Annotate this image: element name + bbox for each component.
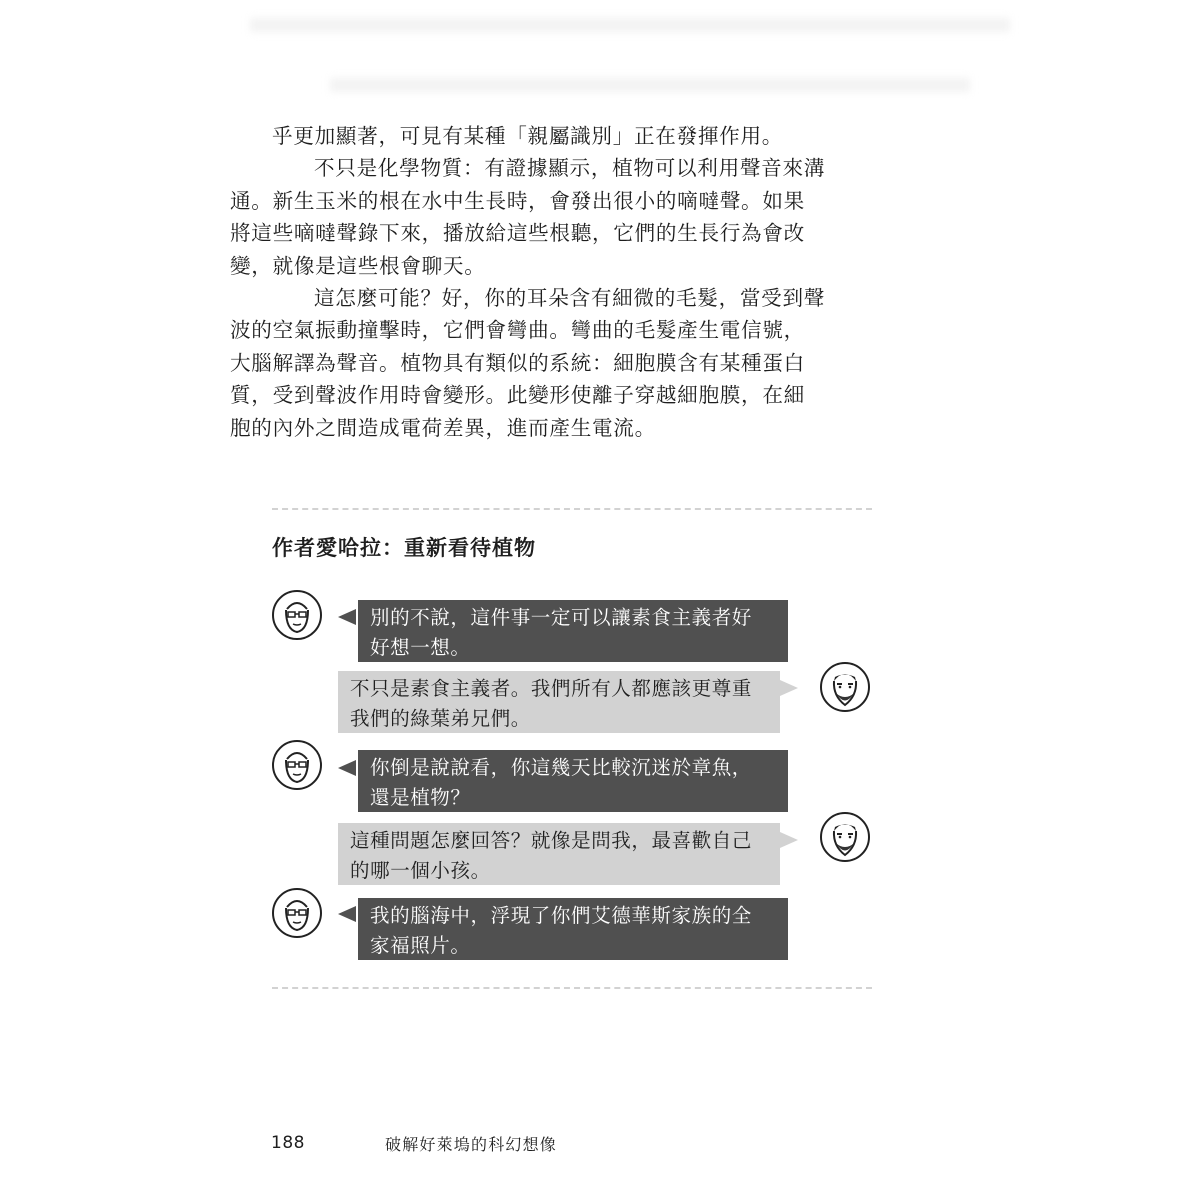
- paragraph-1: [272, 120, 882, 152]
- text-line: 大腦解譯為聲音。植物具有類似的系統：細胞膜含有某種蛋白: [230, 350, 805, 375]
- text-line: 將這些嘀噠聲錄下來，播放給這些根聽，它們的生長行為會改: [230, 221, 805, 246]
- glasses-man-avatar-icon: [272, 590, 322, 640]
- section-divider-bottom: [272, 987, 872, 989]
- body-text: [230, 120, 882, 444]
- paragraph-3: [230, 282, 882, 444]
- speech-bubble-tail: [338, 609, 356, 625]
- bubble-line: 還是植物？: [370, 786, 471, 809]
- bubble-line: 不只是素食主義者。我們所有人都應該更尊重: [350, 677, 753, 700]
- ghost-line: [250, 18, 1010, 32]
- bubble-line: 這種問題怎麼回答？就像是問我，最喜歡自己: [350, 829, 753, 852]
- speech-bubble-tail: [780, 832, 798, 848]
- text-line: 波的空氣振動撞擊時，它們會彎曲。彎曲的毛髮產生電信號，: [230, 318, 805, 343]
- text-line: 質，受到聲波作用時會變形。此變形使離子穿越細胞膜，在細: [230, 383, 805, 408]
- section-prefix: 作者愛哈拉：: [272, 536, 404, 560]
- bubble-line: 別的不說，這件事一定可以讓素食主義者好: [370, 606, 752, 629]
- glasses-man-avatar-icon: [272, 888, 322, 938]
- bubble-line: 你倒是說說看，你這幾天比較沉迷於章魚，: [370, 756, 752, 779]
- text-line: 變，就像是這些根會聊天。: [230, 253, 486, 278]
- speech-bubble-tail: [338, 760, 356, 776]
- section-title: 重新看待植物: [404, 536, 536, 560]
- paragraph-2: [230, 152, 882, 282]
- bearded-man-avatar-icon: [820, 812, 870, 862]
- text-line: 不只是化學物質：有證據顯示，植物可以利用聲音來溝: [314, 156, 826, 181]
- bearded-man-avatar-icon: [820, 662, 870, 712]
- bubble-line: 的哪一個小孩。: [350, 859, 491, 882]
- text-line: 通。新生玉米的根在水中生長時，會發出很小的嘀噠聲。如果: [230, 188, 805, 213]
- book-title: 破解好萊塢的科幻想像: [385, 1135, 558, 1154]
- bubble-line: 家福照片。: [370, 934, 471, 957]
- speech-bubble-tail: [780, 680, 798, 696]
- glasses-man-avatar-icon: [272, 740, 322, 790]
- text-line: 這怎麼可能？好，你的耳朵含有細微的毛髮，當受到聲: [314, 286, 826, 311]
- speech-bubble: [358, 600, 788, 662]
- ghost-bleed-through: [0, 0, 1200, 100]
- bubble-line: 我們的綠葉弟兄們。: [350, 707, 531, 730]
- speech-bubble: [338, 671, 780, 733]
- section-divider-top: [272, 508, 872, 510]
- text-line: 乎更加顯著，可見有某種「親屬識別」正在發揮作用。: [272, 124, 784, 148]
- text-line: 胞的內外之間造成電荷差異，進而產生電流。: [230, 415, 656, 440]
- speech-bubble-tail: [338, 906, 356, 922]
- section-heading: [272, 532, 536, 562]
- speech-bubble: [358, 750, 788, 812]
- speech-bubble: [358, 898, 788, 960]
- ghost-line: [330, 78, 970, 92]
- bubble-line: 我的腦海中，浮現了你們艾德華斯家族的全: [370, 904, 752, 927]
- bubble-line: 好想一想。: [370, 636, 471, 659]
- page-number: 188: [271, 1133, 305, 1153]
- speech-bubble: [338, 823, 780, 885]
